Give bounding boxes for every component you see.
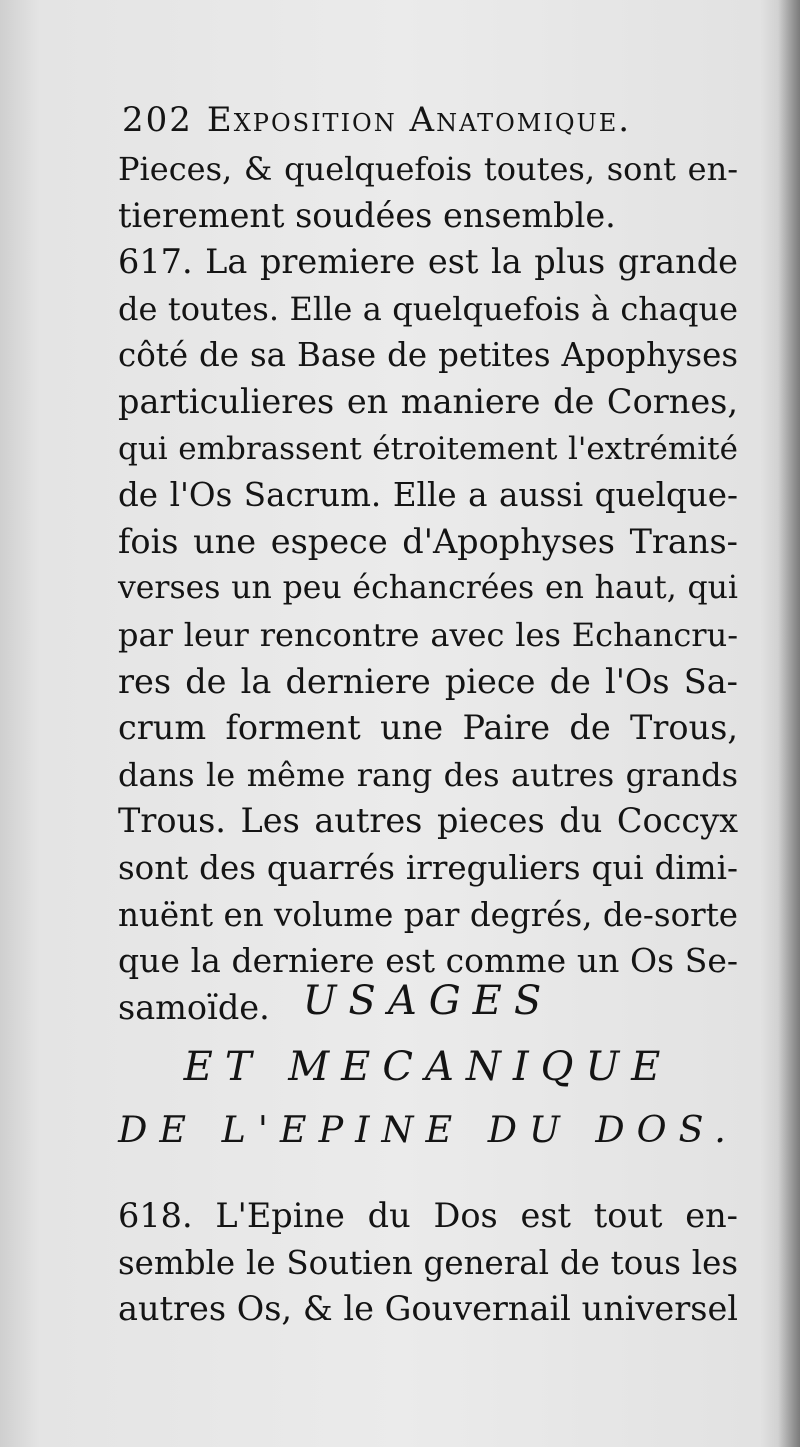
text-line: semble le Soutien general de tous les [118, 1243, 738, 1282]
text-line: nuënt en volume par degrés, de-sorte [118, 895, 738, 934]
page-number: 202 [122, 100, 193, 140]
text-line: 618. L'Epine du Dos est tout en- [118, 1196, 738, 1235]
text-line: crum forment une Paire de Trous, [118, 708, 738, 748]
text-line: sont des quarrés irreguliers qui dimi- [118, 848, 738, 887]
text-line: res de la derniere piece de l'Os Sa- [118, 661, 738, 701]
text-line: de toutes. Elle a quelquefois à chaque [118, 289, 738, 328]
page-edge-shadow [778, 0, 800, 1447]
text-line: que la derniere est comme un Os Se- [118, 941, 738, 981]
section-heading-line-3: DE L'EPINE DU DOS. [118, 1108, 738, 1151]
text-line: dans le même rang des autres grands [118, 755, 738, 794]
text-line: Trous. Les autres pieces du Coccyx [118, 801, 738, 841]
section-heading-line-1: USAGES [302, 978, 554, 1024]
text-line: samoïde. [118, 987, 270, 1027]
text-line: côté de sa Base de petites Apophyses [118, 336, 738, 375]
running-head [122, 100, 742, 140]
text-line: particulieres en maniere de Cornes, [118, 381, 738, 421]
text-line: autres Os, & le Gouvernail universel [118, 1289, 738, 1329]
section-heading-line-2: ET MECANIQUE [183, 1044, 673, 1090]
text-line: tierement soudées ensemble. [118, 195, 616, 235]
text-line: de l'Os Sacrum. Elle a aussi quelque- [118, 476, 738, 515]
running-title: Exposition Anatomique. [206, 100, 632, 140]
text-line: verses un peu échancrées en haut, qui [118, 570, 738, 607]
text-line: 617. La premiere est la plus grande [118, 242, 738, 282]
text-line: par leur rencontre avec les Echancru- [118, 615, 738, 654]
text-line: Pieces, & quelquefois toutes, sont en- [118, 150, 738, 188]
body-text [118, 146, 738, 1031]
text-line: fois une espece d'Apophyses Trans- [118, 521, 738, 561]
section-body-text [118, 1193, 738, 1333]
text-line: qui embrassent étroitement l'extrémité [118, 430, 738, 467]
